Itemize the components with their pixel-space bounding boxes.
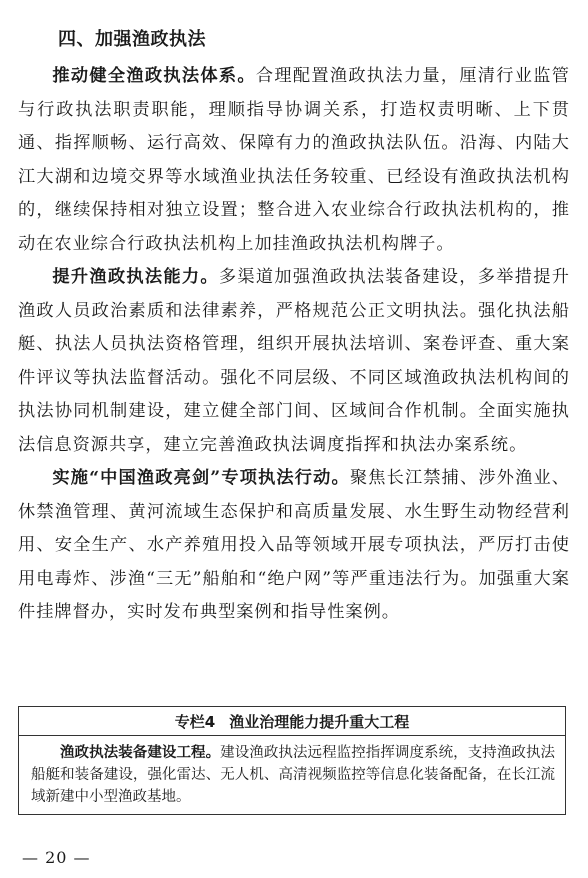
paragraph-special-action bbox=[18, 462, 570, 630]
feature-box bbox=[18, 706, 566, 815]
paragraph-lead: 提升渔政执法能力。 bbox=[52, 267, 219, 287]
feature-box-title bbox=[19, 707, 565, 736]
section-heading: 四、加强渔政执法 bbox=[58, 29, 206, 50]
paragraph-text: 聚焦长江禁捕、涉外渔业、休禁渔管理、黄河流域生态保护和高质量发展、水生野生动物经营利用、安全生产、水产养殖用投入品等领域开展专项执法，严厉打击使用电毒炸、涉渔“三无”船舶和“绝户网”等严重违法行为。加强重大案件挂牌督办，实时发布典型案例和指导性案例。 bbox=[18, 468, 570, 622]
paragraph-enforcement-system bbox=[18, 60, 570, 261]
feature-box-text: 建设渔政执法远程监控指挥调度系统，支持渔政执法船艇和装备建设，强化雷达、无人机、高清视频监控等信息化装备配备，在长江流域新建中小型渔政基地。 bbox=[31, 745, 556, 805]
paragraph-text: 合理配置渔政执法力量，厘清行业监管与行政执法职责职能，理顺指导协调关系，打造权责明晰、上下贯通、指挥顺畅、运行高效、保障有力的渔政执法队伍。沿海、内陆大江大湖和边境交界等水域渔业执法任务较重、已经设有渔政执法机构的，继续保持相对独立设置；整合进入农业综合行政执法机构的，推动在农业综合行政执法机构上加挂渔政执法机构牌子。 bbox=[18, 66, 570, 254]
feature-box-lead: 渔政执法装备建设工程。 bbox=[60, 744, 221, 761]
paragraph-text: 多渠道加强渔政执法装备建设，多举措提升渔政人员政治素质和法律素养，严格规范公正文明执法。强化执法船艇、执法人员执法资格管理，组织开展执法培训、案卷评查、重大案件评议等执法监督活动。强化不同层级、不同区域渔政执法机构间的执法协同机制建设，建立健全部门间、区域间合作机制。全面实施执法信息资源共享，建立完善渔政执法调度指挥和执法办案系统。 bbox=[18, 267, 570, 455]
page-number: — 20 — bbox=[22, 848, 91, 867]
document-page bbox=[18, 26, 570, 630]
feature-box-label: 专栏4 bbox=[174, 713, 216, 731]
paragraph-enforcement-capacity bbox=[18, 261, 570, 462]
feature-box-heading: 渔业治理能力提升重大工程 bbox=[229, 713, 410, 731]
paragraph-lead: 推动健全渔政执法体系。 bbox=[52, 66, 256, 86]
feature-box-body bbox=[19, 736, 565, 814]
paragraph-lead: 实施“中国渔政亮剑”专项执法行动。 bbox=[52, 468, 350, 488]
